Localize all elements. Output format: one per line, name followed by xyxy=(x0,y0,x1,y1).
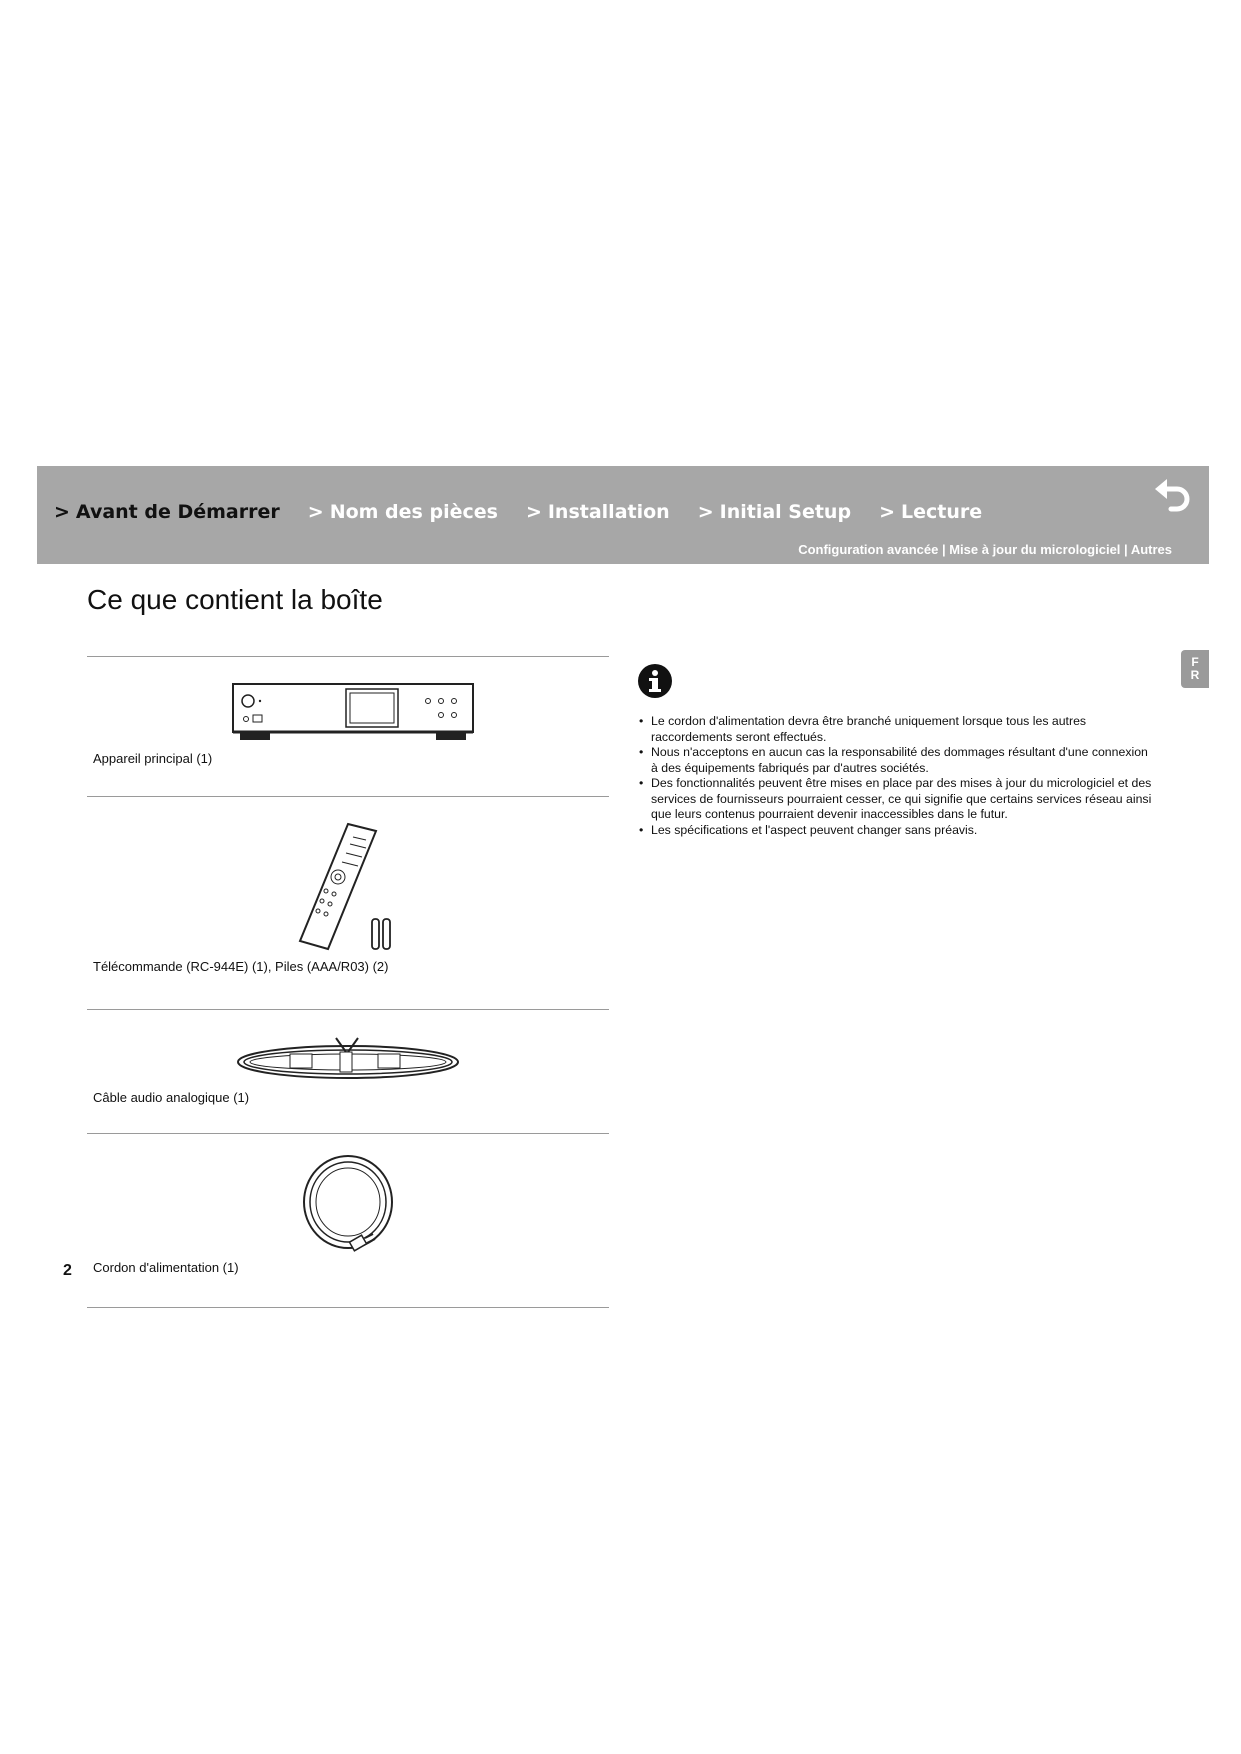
subnav-configuration-avancee[interactable]: Configuration avancée xyxy=(798,542,939,557)
language-tab[interactable]: F R xyxy=(1181,650,1209,688)
item-caption: Cordon d'alimentation (1) xyxy=(93,1260,239,1275)
nav-nom-des-pieces[interactable]: > Nom des pièces xyxy=(307,501,498,523)
info-icon xyxy=(637,663,673,699)
remote-and-batteries-illustration xyxy=(288,819,408,959)
back-arrow-icon[interactable] xyxy=(1153,477,1193,513)
list-item-main-unit xyxy=(87,679,609,797)
main-unit-illustration xyxy=(218,679,478,751)
nav-lecture[interactable]: > Lecture xyxy=(879,501,983,523)
note-item: • Nous n'acceptons en aucun cas la responsabilité des dommages résultant d'une connexion à des équipements fabriqués par d'autres sociétés. xyxy=(637,745,1157,776)
header-bar xyxy=(37,466,1209,564)
note-item: • Le cordon d'alimentation devra être branché uniquement lorsque tous les autres raccordements seront effectués. xyxy=(637,714,1157,745)
audio-cable-illustration xyxy=(228,1030,468,1090)
main-nav xyxy=(54,501,1010,523)
item-caption: Télécommande (RC-944E) (1), Piles (AAA/R03) (2) xyxy=(93,959,389,974)
power-cord-illustration xyxy=(293,1150,403,1260)
page-title: Ce que contient la boîte xyxy=(87,584,383,615)
list-item-power-cord xyxy=(87,1150,609,1308)
notes-list xyxy=(637,714,1157,838)
page-number: 2 xyxy=(63,1262,72,1279)
nav-avant-de-demarrer[interactable]: > Avant de Démarrer xyxy=(54,501,280,523)
subnav-autres[interactable]: Autres xyxy=(1130,542,1172,557)
nav-initial-setup[interactable]: > Initial Setup xyxy=(697,501,852,523)
note-item: • Les spécifications et l'aspect peuvent changer sans préavis. xyxy=(637,823,1157,839)
note-item: • Des fonctionnalités peuvent être mises en place par des mises à jour du micrologiciel et des services de fournisseurs pourraient cesser, ce qui signifie que certains services réseau ainsi que leurs contenus pourraient devenir inaccessibles dans le futur. xyxy=(637,776,1157,823)
subnav-mise-a-jour[interactable]: Mise à jour du micrologiciel xyxy=(949,542,1121,557)
box-contents-list xyxy=(87,656,609,1308)
notes-section xyxy=(637,663,1157,838)
item-caption: Câble audio analogique (1) xyxy=(93,1090,250,1105)
list-item-remote xyxy=(87,819,609,1010)
list-item-audio-cable xyxy=(87,1030,609,1134)
sub-nav: Configuration avancée | Mise à jour du micrologiciel | Autres xyxy=(798,542,1172,557)
item-caption: Appareil principal (1) xyxy=(93,751,213,766)
nav-installation[interactable]: > Installation xyxy=(525,501,670,523)
